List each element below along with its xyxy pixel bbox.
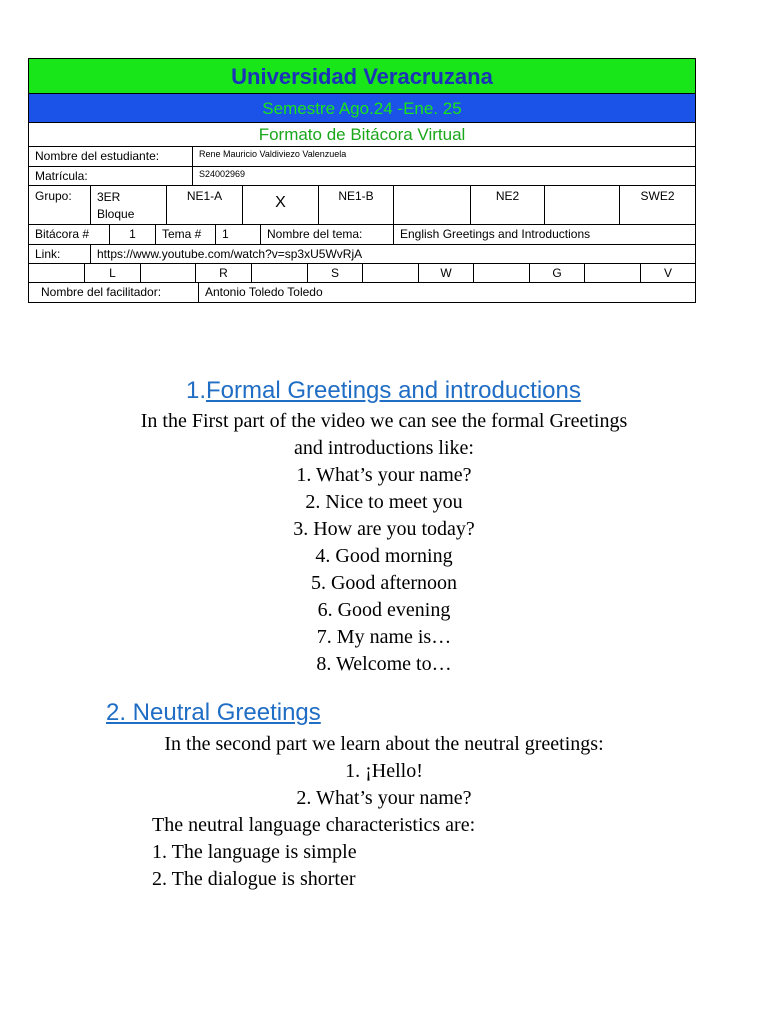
ne1b-mark <box>393 186 470 224</box>
list-item: 6. Good evening <box>317 599 451 621</box>
ne2-mark <box>544 186 619 224</box>
student-row <box>28 147 696 167</box>
list-item: 3. How are you today? <box>293 518 475 540</box>
section2-characteristics <box>152 812 475 893</box>
ne1a-mark: X <box>242 186 318 224</box>
university-band <box>28 58 696 94</box>
section1-heading <box>186 376 581 406</box>
ne2-label: NE2 <box>470 186 544 224</box>
skill-g-mark <box>584 264 640 282</box>
grupo-value-line2: Bloque <box>97 207 135 221</box>
skill-w: W <box>418 264 473 282</box>
section2-title: 2. Neutral Greetings <box>106 699 321 726</box>
list-item: 2. Nice to meet you <box>305 491 463 513</box>
semester-band <box>28 94 696 123</box>
section1-intro-line2: and introductions like: <box>294 437 474 459</box>
tema-label: Tema # <box>155 225 215 244</box>
list-item: 8. Welcome to… <box>316 653 452 675</box>
matricula-value: S24002969 <box>192 167 695 185</box>
characteristics-intro: The neutral language characteristics are: <box>152 814 476 836</box>
student-label: Nombre del estudiante: <box>35 149 160 163</box>
skill-r: R <box>195 264 251 282</box>
list-item: 2. The dialogue is shorter <box>152 868 356 890</box>
list-item: 1. The language is simple <box>152 841 357 863</box>
university-title: Universidad Veracruzana <box>231 64 493 89</box>
format-title: Formato de Bitácora Virtual <box>258 125 466 144</box>
ne1a-label: NE1-A <box>166 186 242 224</box>
bitacora-value: 1 <box>109 225 155 244</box>
section1-intro-line1: In the First part of the video we can see the formal Greetings <box>140 410 628 432</box>
ne1b-label: NE1-B <box>318 186 393 224</box>
section2-intro <box>0 731 768 812</box>
tema-name-value: English Greetings and Introductions <box>393 225 695 244</box>
facilitator-value: Antonio Toledo Toledo <box>198 283 695 302</box>
list-item: 7. My name is… <box>316 626 452 648</box>
skill-r-mark <box>251 264 307 282</box>
section2-intro-line: In the second part we learn about the neutral greetings: <box>164 733 604 755</box>
section1-intro <box>0 408 768 678</box>
section2-heading <box>106 698 321 728</box>
grupo-value <box>90 186 166 224</box>
matricula-label: Matrícula: <box>35 169 88 183</box>
skill-g: G <box>529 264 584 282</box>
link-value: https://www.youtube.com/watch?v=sp3xU5WvRjA <box>90 245 695 263</box>
skill-l-mark <box>140 264 195 282</box>
list-item: 4. Good morning <box>315 545 453 567</box>
skill-l: L <box>84 264 140 282</box>
section1-number: 1. <box>186 377 207 404</box>
skills-row <box>28 264 696 283</box>
format-band <box>28 123 696 147</box>
grupo-label: Grupo: <box>35 189 72 203</box>
skill-s-mark <box>362 264 418 282</box>
grupo-value-line1: 3ER <box>97 190 121 204</box>
link-label: Link: <box>35 247 61 261</box>
tema-name-label: Nombre del tema: <box>260 225 393 244</box>
skill-v: V <box>640 264 695 282</box>
bitacora-form <box>28 58 696 303</box>
tema-value: 1 <box>215 225 260 244</box>
link-row <box>28 245 696 264</box>
student-value: Rene Mauricio Valdiviezo Valenzuela <box>192 147 695 166</box>
facilitator-row <box>28 283 696 303</box>
bitacora-label: Bitácora # <box>35 227 90 241</box>
skills-blank <box>29 264 84 282</box>
list-item: 1. ¡Hello! <box>345 760 423 782</box>
list-item: 1. What’s your name? <box>296 464 472 486</box>
facilitator-label: Nombre del facilitador: <box>41 285 162 299</box>
bitacora-row <box>28 225 696 245</box>
swe2-label: SWE2 <box>619 186 695 224</box>
list-item: 5. Good afternoon <box>310 572 458 594</box>
semester-title: Semestre Ago.24 -Ene. 25 <box>262 99 462 118</box>
skill-w-mark <box>473 264 529 282</box>
skill-s: S <box>307 264 362 282</box>
grupo-row <box>28 186 696 225</box>
list-item: 2. What’s your name? <box>296 787 472 809</box>
matricula-row <box>28 167 696 186</box>
section1-title: Formal Greetings and introductions <box>206 377 581 404</box>
